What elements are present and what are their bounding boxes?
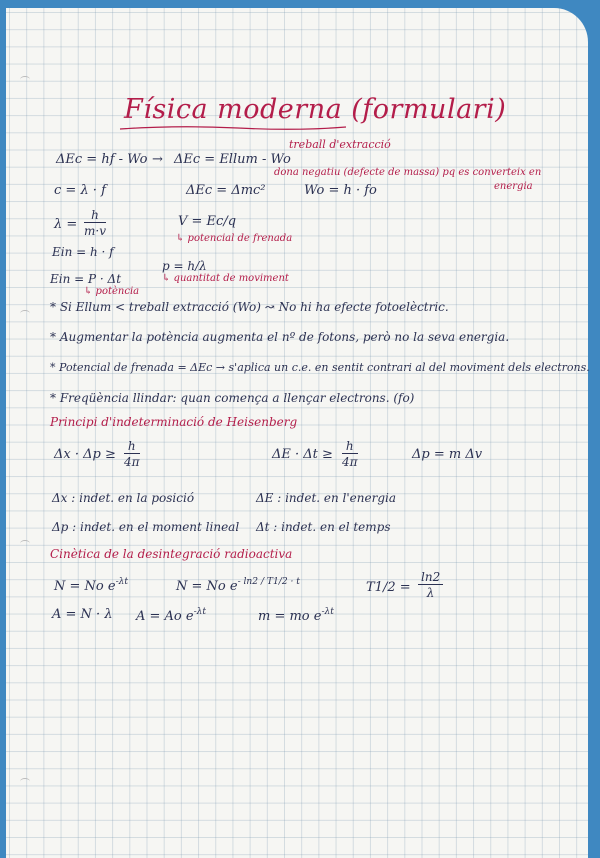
note-mass-defect-cont: energia: [494, 181, 533, 192]
binder-hole: [20, 76, 30, 83]
bullet-photoelectric: * Si Ellum < treball extracció (Wo) ↝ No hi ha efecte fotoelèctric.: [50, 300, 449, 314]
eq-heisenberg-energy-fraction: [342, 440, 358, 468]
eq-kinetic-energy-light: ΔEc = Ellum - Wo: [174, 152, 291, 167]
fraction-numerator: h: [84, 209, 106, 223]
eq-decay-halflife-base: N = No e: [176, 579, 238, 594]
note-work-function: treball d'extracció: [289, 138, 391, 151]
eq-mass-decay-exponent: -λt: [321, 607, 334, 617]
eq-decay-law: [54, 578, 128, 593]
bullet-threshold-frequency: * Freqüència llindar: quan comença a llençar electrons. (fo): [50, 391, 415, 405]
fraction-numerator: h: [124, 440, 140, 454]
eq-activity-decay-exponent: -λt: [193, 607, 207, 617]
eq-heisenberg-position-fraction: [124, 440, 140, 468]
def-time: Δt : indet. en el temps: [256, 520, 391, 534]
fraction-denominator: m·v: [84, 224, 106, 238]
eq-activity-decay: [136, 608, 206, 623]
eq-heisenberg-position-lhs: Δx · Δp ≥: [54, 447, 116, 462]
fraction-numerator: ln2: [418, 571, 443, 585]
eq-halflife-lhs: T1/2 =: [366, 580, 411, 595]
eq-mass-energy: ΔEc = Δmc²: [186, 183, 266, 198]
bullet-stopping-potential: * Potencial de frenada = ΔEc → s'aplica un c.e. en sentit contrari al del moviment dels electrons.: [50, 361, 590, 374]
eq-heisenberg-energy-lhs: ΔE · Δt ≥: [272, 447, 333, 462]
page-title: Física moderna (formulari): [124, 94, 507, 125]
binder-hole: [20, 540, 30, 547]
eq-halflife-fraction: [418, 571, 443, 599]
eq-kinetic-energy: ΔEc = hf - Wo: [56, 152, 148, 167]
def-momentum: Δp : indet. en el moment lineal: [52, 520, 240, 534]
eq-decay-law-exponent: -λt: [115, 577, 129, 587]
eq-momentum-change: Δp = m Δv: [412, 447, 483, 462]
binder-hole: [20, 310, 30, 317]
eq-debroglie-lhs: λ =: [54, 217, 78, 232]
bullet-power: * Augmentar la potència augmenta el nº de fotons, però no la seva energia.: [50, 330, 510, 344]
def-position: Δx : indet. en la posició: [52, 491, 195, 505]
heading-heisenberg: Principi d'indeterminació de Heisenberg: [50, 415, 298, 429]
arrow-symbol: →: [152, 152, 163, 167]
eq-activity-decay-base: A = Ao e: [136, 609, 194, 624]
eq-mass-decay: [258, 608, 334, 623]
note-momentum: ↳ quantitat de moviment: [162, 273, 289, 284]
note-power: ↳ potència: [84, 286, 140, 297]
eq-activity: A = N · λ: [52, 607, 113, 622]
binder-hole: [20, 778, 30, 785]
heading-decay: Cinètica de la desintegració radioactiva: [50, 547, 293, 561]
eq-mass-decay-base: m = mo e: [258, 609, 322, 624]
fraction-denominator: 4π: [124, 455, 140, 469]
notebook-page: [6, 8, 588, 858]
fraction-denominator: 4π: [342, 455, 358, 469]
eq-power-energy: Ein = P · Δt: [50, 272, 122, 286]
def-energy: ΔE : indet. en l'energia: [256, 491, 397, 505]
eq-decay-halflife-exponent: - ln2 / T1/2 · t: [237, 577, 300, 587]
fraction-denominator: λ: [426, 586, 435, 600]
eq-photon-energy: Ein = h · f: [52, 245, 114, 259]
eq-decay-halflife: [176, 578, 300, 593]
eq-momentum: p = h/λ: [162, 259, 207, 273]
eq-wave-speed: c = λ · f: [54, 183, 106, 198]
eq-decay-law-base: N = No e: [54, 579, 116, 594]
eq-stopping-potential: V = Ec/q: [178, 214, 237, 229]
title-underline: [118, 124, 348, 132]
eq-debroglie-fraction: [84, 209, 106, 237]
eq-work-function: Wo = h · fo: [304, 183, 377, 198]
note-mass-defect: dona negatiu (defecte de massa) pq es converteix en: [274, 167, 542, 178]
note-stopping-potential: ↳ potencial de frenada: [176, 233, 293, 244]
fraction-numerator: h: [342, 440, 358, 454]
